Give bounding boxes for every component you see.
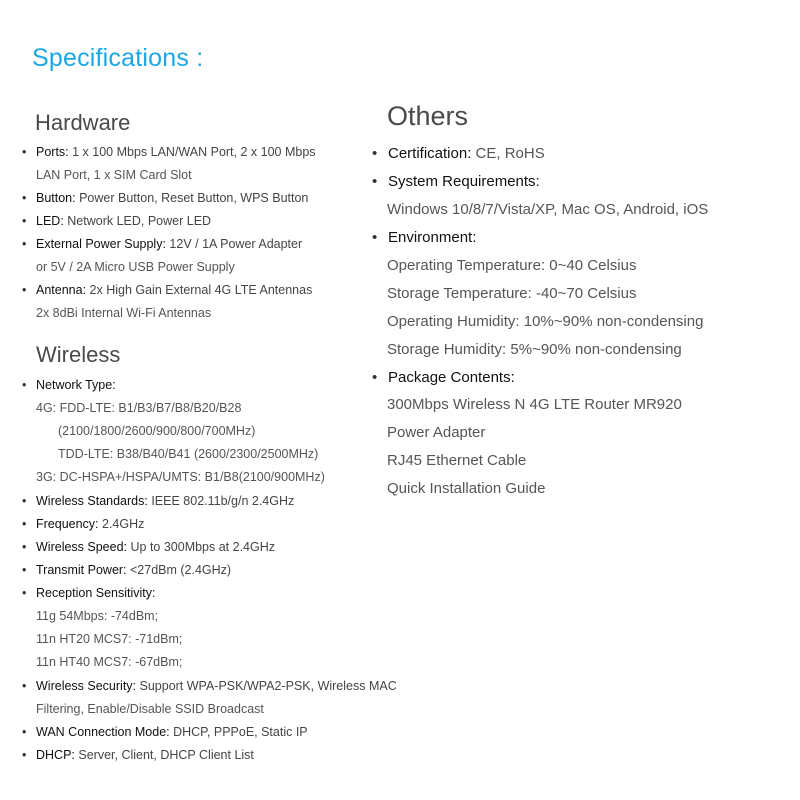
environment-line: Storage Temperature: -40~70 Celsius — [387, 285, 637, 302]
spec-item-antenna-cont: 2x 8dBi Internal Wi-Fi Antennas — [36, 306, 212, 320]
network-type-line: TDD-LTE: B38/B40/B41 (2600/2300/2500MHz) — [58, 447, 319, 461]
system-line: Windows 10/8/7/Vista/XP, Mac OS, Android, iOS — [387, 201, 709, 218]
spec-item-ports-cont: LAN Port, 1 x SIM Card Slot — [36, 168, 192, 182]
spec-item-sensitivity: • Reception Sensitivity: — [22, 586, 156, 600]
network-type-line: 4G: FDD-LTE: B1/B3/B7/B8/B20/B28 — [36, 401, 242, 415]
spec-item-certification: • Certification: CE, RoHS — [372, 145, 545, 162]
spec-item-environment: • Environment: — [372, 229, 476, 246]
spec-item-dhcp: • DHCP: Server, Client, DHCP Client List — [22, 748, 254, 762]
sensitivity-line: 11n HT20 MCS7: -71dBm; — [36, 632, 183, 646]
spec-item-standards: • Wireless Standards: IEEE 802.11b/g/n 2.4GHz — [22, 494, 294, 508]
sensitivity-line: 11n HT40 MCS7: -67dBm; — [36, 655, 183, 669]
hardware-heading: Hardware — [35, 110, 131, 135]
spec-item-ports: • Ports: 1 x 100 Mbps LAN/WAN Port, 2 x 100 Mbps — [22, 145, 316, 159]
spec-item-security-cont: Filtering, Enable/Disable SSID Broadcast — [36, 702, 264, 716]
spec-item-button: • Button: Power Button, Reset Button, WPS Button — [22, 191, 308, 205]
wireless-list — [22, 0, 402, 800]
wireless-heading: Wireless — [36, 342, 121, 367]
spec-item-power-supply-cont: or 5V / 2A Micro USB Power Supply — [36, 260, 235, 274]
environment-line: Operating Humidity: 10%~90% non-condensing — [387, 313, 704, 330]
others-list — [372, 0, 792, 800]
spec-item-wan: • WAN Connection Mode: DHCP, PPPoE, Static IP — [22, 725, 308, 739]
sensitivity-line: 11g 54Mbps: -74dBm; — [36, 609, 159, 623]
network-type-line: (2100/1800/2600/900/800/700MHz) — [58, 424, 256, 438]
spec-item-security: • Wireless Security: Support WPA-PSK/WPA2-PSK, Wireless MAC — [22, 679, 397, 693]
spec-item-network-type: • Network Type: — [22, 378, 116, 392]
spec-item-frequency: • Frequency: 2.4GHz — [22, 517, 144, 531]
others-heading: Others — [387, 101, 469, 131]
package-line: Quick Installation Guide — [387, 480, 546, 497]
environment-line: Storage Humidity: 5%~90% non-condensing — [387, 341, 682, 358]
package-line: 300Mbps Wireless N 4G LTE Router MR920 — [387, 396, 682, 413]
package-line: Power Adapter — [387, 424, 486, 441]
environment-line: Operating Temperature: 0~40 Celsius — [387, 257, 637, 274]
spec-item-antenna: • Antenna: 2x High Gain External 4G LTE Antennas — [22, 283, 312, 297]
spec-item-transmit-power: • Transmit Power: <27dBm (2.4GHz) — [22, 563, 231, 577]
network-type-line: 3G: DC-HSPA+/HSPA/UMTS: B1/B8(2100/900MHz) — [36, 470, 325, 484]
package-line: RJ45 Ethernet Cable — [387, 452, 527, 469]
spec-item-package: • Package Contents: — [372, 369, 515, 386]
spec-item-speed: • Wireless Speed: Up to 300Mbps at 2.4GHz — [22, 540, 275, 554]
spec-item-power-supply: • External Power Supply: 12V / 1A Power Adapter — [22, 237, 302, 251]
page-title: Specifications : — [32, 44, 204, 72]
spec-item-system: • System Requirements: — [372, 173, 540, 190]
spec-item-led: • LED: Network LED, Power LED — [22, 214, 211, 228]
